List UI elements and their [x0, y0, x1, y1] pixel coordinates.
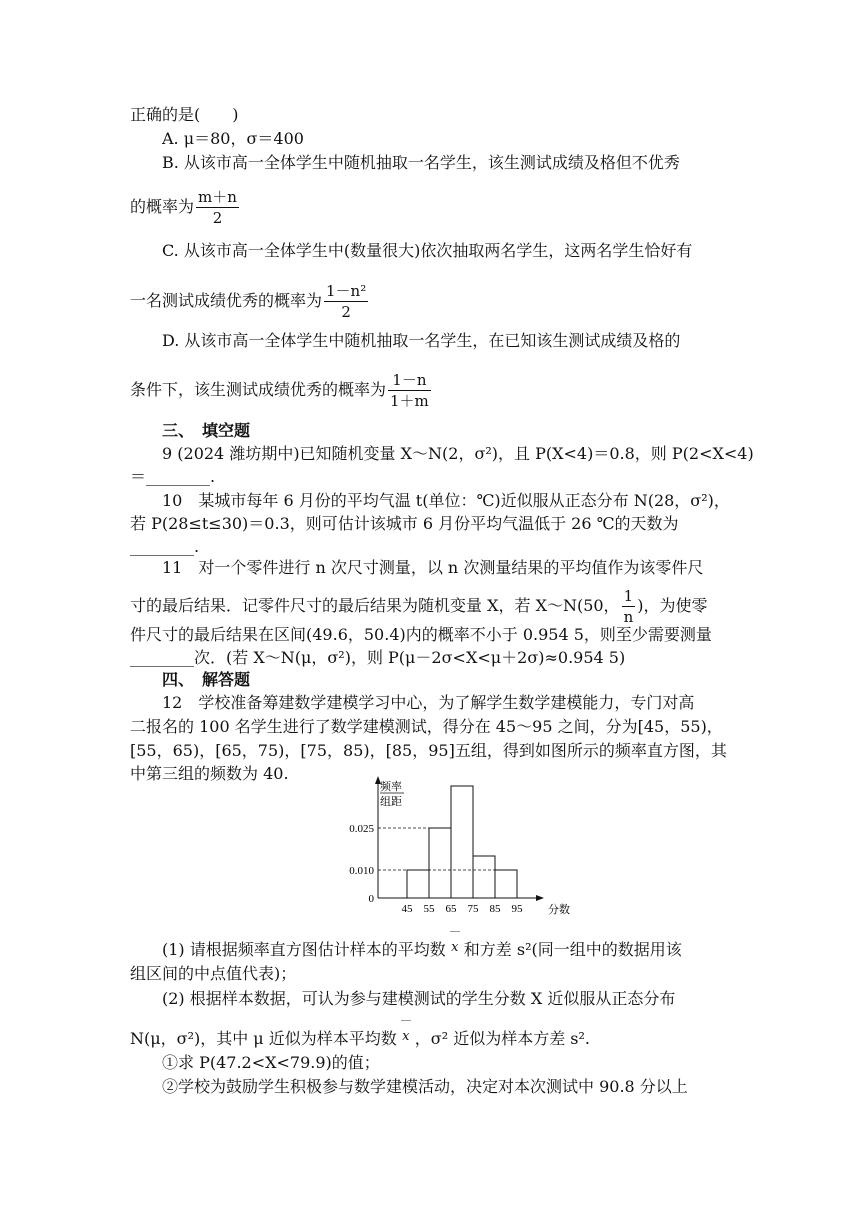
part-2-line2 — [130, 1026, 590, 1050]
fraction-numerator: 1－n² — [326, 282, 367, 300]
y-axis-label-bottom: 组距 — [380, 796, 402, 808]
option-d-line2 — [130, 370, 433, 411]
histogram-bar — [473, 856, 495, 898]
part-1-line1 — [162, 937, 682, 961]
option-b-text: 的概率为 — [130, 197, 195, 216]
question-12-line2: 二报名的 100 名学生进行了数学建模测试，得分在 45～95 之间，分为[45，55)， — [130, 717, 723, 736]
question-11-line3: 件尺寸的最后结果在区间(49.6，50.4)内的概率不小于 0.954 5，则至少需要测量 — [130, 625, 712, 644]
fraction-numerator: 1 — [622, 586, 636, 607]
fraction-numerator: 1－n — [388, 370, 431, 391]
y-tick-label: 0.010 — [349, 865, 374, 877]
x-axis-label: 分数 — [548, 904, 570, 916]
fraction-denominator: 1＋m — [390, 392, 429, 410]
x-tick-label: 65 — [445, 903, 457, 915]
option-c-text: 一名测试成绩优秀的概率为 — [130, 291, 323, 310]
question-12-line1: 12 学校准备筹建数学建模学习中心，为了解学生数学建模能力，专门对高 — [162, 693, 695, 712]
y-tick-label: 0 — [368, 893, 374, 905]
question-11-line1: 11 对一个零件进行 n 次尺寸测量，以 n 次测量结果的平均值作为该零件尺 — [162, 558, 704, 577]
option-a: A. μ＝80，σ＝400 — [162, 129, 304, 148]
option-d-fraction — [388, 370, 431, 411]
x-tick-label: 45 — [401, 903, 413, 915]
option-d-line1: D. 从该市高一全体学生中随机抽取一名学生，在已知该生测试成绩及格的 — [162, 331, 681, 350]
question-11-text: 寸的最后结果．记零件尺寸的最后结果为随机变量 X，若 X～N(50， — [130, 596, 620, 615]
x-tick-label: 95 — [511, 903, 523, 915]
question-10-line1: 10 某城市每年 6 月份的平均气温 t(单位：℃)近似服从正态分布 N(28，σ²)， — [162, 491, 730, 510]
x-axis-arrow — [536, 895, 544, 901]
option-c-line1: C. 从该市高一全体学生中(数量很大)依次抽取两名学生，这两名学生恰好有 — [162, 241, 693, 260]
question-11-text-tail: )，为使零 — [637, 596, 708, 615]
fraction-denominator: 2 — [212, 209, 223, 227]
x-tick-label: 75 — [467, 903, 479, 915]
question-12-line3: [55，65)，[65，75)，[75，85)，[85，95]五组，得到如图所示的频率直方图，其 — [130, 741, 727, 760]
part-1-text-tail: 和方差 s²(同一组中的数据用该 — [463, 940, 682, 959]
histogram-bar — [429, 828, 451, 898]
section-fill-in-heading: 三、 填空题 — [162, 421, 251, 440]
overline — [450, 931, 460, 932]
x-tick-label: 55 — [423, 903, 435, 915]
fraction-denominator: n — [623, 608, 634, 626]
fraction-denominator: 2 — [341, 303, 351, 321]
question-10-line2: 若 P(28≤t≤30)＝0.3，则可估计该城市 6 月份平均气温低于 26 ℃的天数为 — [130, 514, 679, 533]
part-1-text: (1) 请根据频率直方图估计样本的平均数 — [162, 940, 446, 959]
histogram-bar — [495, 870, 517, 898]
question-9-line1: 9 (2024 潍坊期中)已知随机变量 X～N(2，σ²)，且 P(X<4)＝0.8，则 P(2<X<4) — [162, 444, 754, 463]
section-answer-heading: 四、 解答题 — [162, 670, 251, 689]
sub-question-2: ②学校为鼓励学生积极参与数学建模活动，决定对本次测试中 90.8 分以上 — [162, 1077, 688, 1096]
mean-variable: x — [451, 940, 459, 955]
question-11-line2 — [130, 586, 707, 627]
histogram-bar — [407, 870, 429, 898]
x-tick-label: 85 — [489, 903, 501, 915]
option-b-fraction — [196, 187, 239, 228]
y-tick-label: 0.025 — [349, 823, 374, 835]
sample-mean-symbol — [446, 937, 464, 959]
question-11-line4: ________次．(若 X～N(μ，σ²)，则 P(μ－2σ<X<μ＋2σ)≈0.954 5) — [130, 648, 626, 667]
option-c-fraction — [324, 281, 368, 322]
sub-question-1: ①求 P(47.2<X<79.9)的值； — [162, 1053, 380, 1072]
part-2-line1: (2) 根据样本数据，可认为参与建模测试的学生分数 X 近似服从正态分布 — [162, 989, 676, 1008]
question-11-fraction — [622, 586, 636, 627]
sample-mean-symbol — [397, 1026, 415, 1048]
mean-variable: x — [402, 1029, 410, 1044]
option-d-text: 条件下，该生测试成绩优秀的概率为 — [130, 380, 387, 399]
part-2-text: N(μ，σ²)，其中 μ 近似为样本平均数 — [130, 1029, 397, 1048]
question-12-line4: 中第三组的频数为 40. — [130, 764, 289, 783]
overline — [401, 1020, 411, 1021]
option-c-line2 — [130, 281, 370, 322]
question-10-line3: ________. — [130, 537, 200, 556]
part-1-line2: 组区间的中点值代表)； — [130, 964, 297, 983]
fraction-numerator: m＋n — [198, 188, 237, 206]
option-b-line2 — [130, 187, 241, 228]
y-axis-label-top: 频率 — [380, 781, 402, 793]
option-b-line1: B. 从该市高一全体学生中随机抽取一名学生，该生测试成绩及格但不优秀 — [162, 153, 680, 172]
part-2-text-tail: ，σ² 近似为样本方差 s². — [414, 1029, 591, 1048]
frequency-histogram — [330, 772, 570, 920]
question-9-line2: ＝________. — [130, 467, 216, 486]
question-stem-tail: 正确的是( ) — [130, 105, 239, 124]
histogram-bar — [451, 786, 473, 898]
